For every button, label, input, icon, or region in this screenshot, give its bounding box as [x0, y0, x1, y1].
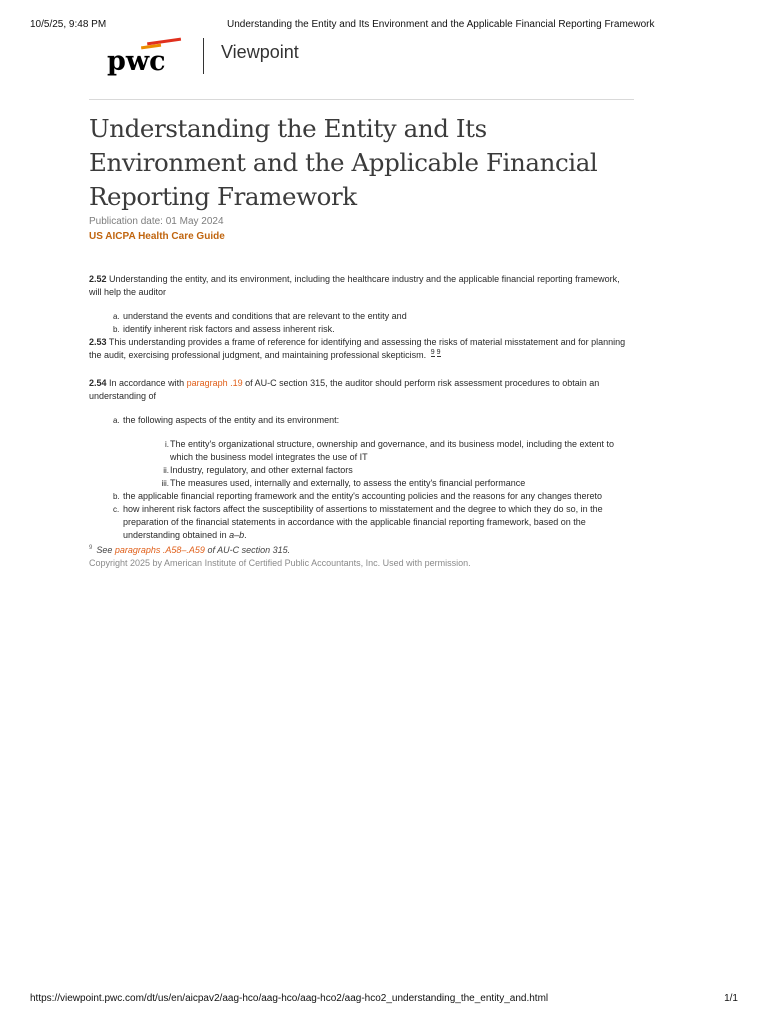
print-title: Understanding the Entity and Its Environment and the Applicable Financial Reporting Framework [227, 19, 655, 30]
paragraph-19-link[interactable]: paragraph .19 [186, 378, 243, 388]
logo-text: pwc [107, 46, 166, 76]
header-rule [89, 99, 634, 100]
page-number: 1/1 [724, 993, 738, 1004]
print-url: https://viewpoint.pwc.com/dt/us/en/aicpav2/aag-hco/aag-hco/aag-hco2/aag-hco2_understanding_the_entity_and.html [30, 993, 549, 1004]
list-item [89, 310, 634, 323]
brand-header [107, 36, 347, 76]
footnote-link[interactable]: paragraphs .A58–.A59 [114, 545, 205, 555]
list-item-italic: a–b [229, 530, 245, 540]
print-timestamp: 10/5/25, 9:48 PM [30, 19, 107, 30]
footnote-ref[interactable]: 9 [436, 349, 441, 356]
list-item-text: the applicable financial reporting framework and the entity's accounting policies and the reasons for any changes thereto [123, 491, 603, 501]
list-marker: c. [113, 505, 120, 514]
list-2-52 [89, 310, 634, 336]
paragraph-2-52 [89, 273, 634, 299]
print-footer [30, 993, 738, 1007]
footnote [89, 542, 634, 557]
pwc-logo[interactable] [107, 36, 187, 76]
footnote-see: See [96, 545, 115, 555]
brand-name[interactable]: Viewpoint [221, 42, 299, 62]
paragraph-2-54 [89, 377, 634, 403]
list-marker: a. [113, 312, 120, 321]
paragraph-number: 2.53 [89, 337, 107, 347]
footnote-text: of AU-C section 315. [204, 545, 291, 555]
list-item-text: Industry, regulatory, and other external factors [170, 465, 353, 475]
list-marker: iii. [161, 479, 169, 488]
list-2-54-cont [89, 490, 634, 542]
list-marker: i. [165, 440, 169, 449]
list-item [89, 503, 634, 542]
list-item-text: how inherent risk factors affect the susceptibility of assertions to misstatement and the degree to which they do so, in the preparation of the financial statements in accordance with the applicable financial reporting framework, based on the understanding obtained in [123, 504, 603, 540]
list-item-text: The entity's organizational structure, ownership and governance, and its business model, including the extent to which the business model integrates the use of IT [170, 439, 614, 462]
sub-list [89, 438, 634, 490]
list-marker: ii. [163, 466, 169, 475]
paragraph-2-53 [89, 336, 634, 362]
footnote-marker: 9 [89, 545, 93, 551]
list-item [89, 323, 634, 336]
list-2-54 [89, 414, 634, 427]
sub-list-item [89, 464, 634, 477]
paragraph-text: This understanding provides a frame of reference for identifying and assessing the risks of material misstatement and for planning the audit, exercising professional judgment, and maintaining professional skepticism. [89, 337, 626, 360]
guide-link[interactable]: US AICPA Health Care Guide [89, 231, 225, 242]
paragraph-text: Understanding the entity, and its environment, including the healthcare industry and the applicable financial reporting framework, will help the auditor [89, 274, 620, 297]
paragraph-text: of AU-C section 315, the auditor should perform risk assessment procedures to obtain an understanding of [89, 378, 600, 401]
sub-list-item [89, 438, 634, 464]
paragraph-number: 2.54 [89, 378, 107, 388]
list-marker: b. [113, 492, 120, 501]
list-item-text: the following aspects of the entity and its environment: [123, 415, 340, 425]
paragraph-number: 2.52 [89, 274, 107, 284]
sub-list-item [89, 477, 634, 490]
footnote-ref[interactable]: 9 [430, 349, 435, 356]
publication-date: Publication date: 01 May 2024 [89, 216, 224, 227]
list-item-end: . [244, 530, 247, 540]
list-item-text: understand the events and conditions that are relevant to the entity and [123, 311, 407, 321]
print-header [30, 19, 738, 33]
page-title: Understanding the Entity and Its Environment and the Applicable Financial Reporting Framework [89, 114, 598, 211]
copyright-notice: Copyright 2025 by American Institute of Certified Public Accountants, Inc. Used with permission. [89, 558, 471, 568]
list-item [89, 490, 634, 503]
list-item-text: The measures used, internally and externally, to assess the entity's financial performance [170, 478, 526, 488]
article [89, 112, 634, 570]
list-marker: a. [113, 416, 120, 425]
brand-divider [203, 38, 204, 74]
paragraph-text: In accordance with [106, 378, 187, 388]
list-item [89, 414, 634, 427]
list-marker: b. [113, 325, 120, 334]
list-item-text: identify inherent risk factors and assess inherent risk. [123, 324, 335, 334]
article-body [89, 273, 634, 570]
